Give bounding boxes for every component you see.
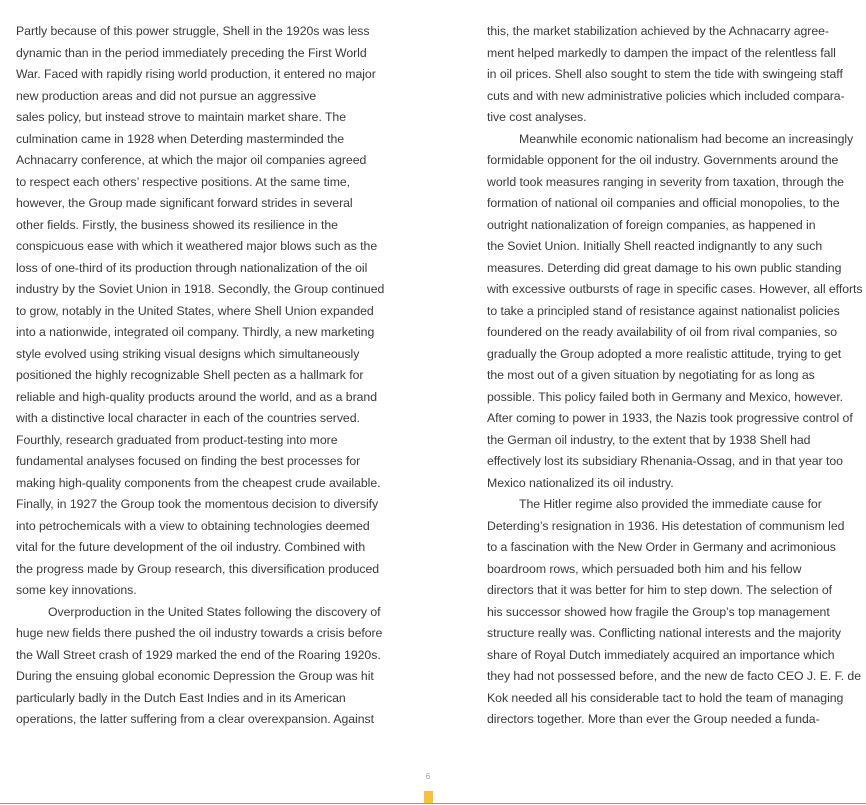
footer-rule	[0, 803, 866, 804]
text-line: conspicuous ease with which it weathered major blows such as the	[16, 239, 378, 253]
text-line: Meanwhile economic nationalism had become an increasingly	[519, 131, 854, 146]
text-line: industry by the Soviet Union in 1918. Secondly, the Group continued	[16, 282, 385, 296]
text-line: structure really was. Conflicting national interests and the majority	[487, 626, 842, 640]
text-line: formidable opponent for the oil industry. Governments around the	[487, 153, 839, 167]
text-line: Achnacarry conference, at which the major oil companies agreed	[16, 153, 367, 167]
text-line: the Wall Street crash of 1929 marked the end of the Roaring 1920s.	[16, 647, 381, 662]
text-line: gradually the Group adopted a more realistic attitude, trying to get	[487, 346, 842, 361]
text-line: new production areas and did not pursue an aggressive	[16, 88, 317, 103]
text-line: formation of national oil companies and official monopolies, to the	[487, 196, 840, 210]
text-line: the Soviet Union. Initially Shell reacted indignantly to any such	[487, 239, 823, 253]
text-line: to respect each others’ respective positions. At the same time,	[16, 174, 351, 189]
text-line: Deterding’s resignation in 1936. His detestation of communism led	[487, 518, 845, 533]
text-line: with a distinctive local character in each of the countries served.	[16, 411, 360, 425]
text-line: the most out of a given situation by negotiating for as long as	[487, 368, 815, 382]
text-line: vital for the future development of the oil industry. Combined with	[16, 540, 366, 554]
text-line: War. Faced with rapidly rising world production, it entered no major	[16, 67, 376, 81]
text-line: the progress made by Group research, this diversification produced	[16, 561, 380, 576]
text-line: his successor showed how fragile the Group’s top management	[487, 604, 830, 619]
text-line: loss of one-third of its production through nationalization of the oil	[16, 260, 368, 275]
text-line: Partly because of this power struggle, Shell in the 1920s was less	[16, 24, 370, 38]
text-line: Overproduction in the United States following the discovery of	[48, 604, 381, 619]
text-line: fundamental analyses focused on finding the best processes for	[16, 454, 361, 468]
text-line: Fourthly, research graduated from product-testing into more	[16, 432, 338, 447]
text-line: operations, the latter suffering from a clear overexpansion. Against	[16, 712, 374, 726]
text-line: During the ensuing global economic Depression the Group was hit	[16, 669, 374, 683]
text-line: foundered on the ready availability of oil from rival companies, so	[487, 325, 838, 339]
text-line: ment helped markedly to dampen the impact of the relentless fall	[487, 45, 836, 60]
text-line: The Hitler regime also provided the immediate cause for	[519, 497, 822, 511]
text-line: directors together. More than ever the Group needed a funda-	[487, 712, 820, 726]
text-line: huge new fields there pushed the oil industry towards a crisis before	[16, 626, 383, 640]
text-line: making high-quality components from the cheapest crude available.	[16, 475, 381, 490]
text-line: into petrochemicals with a view to obtaining technologies deemed	[16, 518, 370, 533]
text-line: directors that it was better for him to step down. The selection of	[487, 583, 833, 597]
text-line: particularly badly in the Dutch East Indies and in its American	[16, 690, 346, 705]
text-line: tive cost analyses.	[487, 110, 587, 124]
text-line: into a nationwide, integrated oil company. Thirdly, a new marketing	[16, 325, 375, 339]
text-line: with excessive outbursts of rage in specific cases. However, all efforts	[487, 282, 863, 296]
text-line: share of Royal Dutch immediately acquired an importance which	[487, 647, 835, 662]
text-line: the German oil industry, to the extent that by 1938 Shell had	[487, 432, 811, 447]
text-line: some key innovations.	[16, 583, 137, 597]
text-line: effectively lost its subsidiary Rhenania-Ossag, and in that year too	[487, 454, 843, 468]
text-line: Finally, in 1927 the Group took the momentous decision to diversify	[16, 497, 379, 511]
text-line: reliable and high-quality products around the world, and as a brand	[16, 389, 378, 404]
text-line: to a fascination with the New Order in Germany and acrimonious	[487, 540, 836, 554]
text-line: Kok needed all his considerable tact to hold the team of managing	[487, 690, 844, 705]
text-line: other fields. Firstly, the business showed its resilience in the	[16, 217, 338, 232]
text-line: culmination came in 1928 when Deterding masterminded the	[16, 131, 345, 146]
text-line: boardroom rows, which persuaded both him and his fellow	[487, 561, 802, 576]
left-text-column	[16, 21, 394, 731]
text-line: world took measures ranging in severity from taxation, through the	[487, 174, 844, 189]
text-line: they had not possessed before, and the new de facto CEO J. E. F. de	[487, 669, 861, 683]
text-line: sales policy, but instead strove to maintain market share. The	[16, 110, 346, 124]
text-line: possible. This policy failed both in Germany and Mexico, however.	[487, 389, 844, 404]
text-line: Mexico nationalized its oil industry.	[487, 475, 674, 490]
text-line: this, the market stabilization achieved by the Achnacarry agree-	[487, 24, 829, 38]
text-line: measures. Deterding did great damage to his own public standing	[487, 260, 842, 275]
right-text-column	[487, 21, 863, 731]
text-line: outright nationalization of foreign companies, as happened in	[487, 217, 816, 232]
text-line: positioned the highly recognizable Shell pecten as a hallmark for	[16, 368, 364, 382]
text-line: cuts and with new administrative policies which included compara-	[487, 88, 845, 103]
text-line: After coming to power in 1933, the Nazis took progressive control of	[487, 411, 853, 425]
text-line: however, the Group made significant forward strides in several	[16, 196, 353, 210]
text-line: to take a principled stand of resistance against nationalist policies	[487, 303, 840, 318]
page-number: 6	[425, 772, 431, 781]
text-line: in oil prices. Shell also sought to stem the tide with swingeing staff	[487, 67, 843, 81]
text-line: to grow, notably in the United States, where Shell Union expanded	[16, 303, 374, 318]
text-line: style evolved using striking visual designs which simultaneously	[16, 346, 360, 361]
text-line: dynamic than in the period immediately preceding the First World	[16, 45, 367, 60]
